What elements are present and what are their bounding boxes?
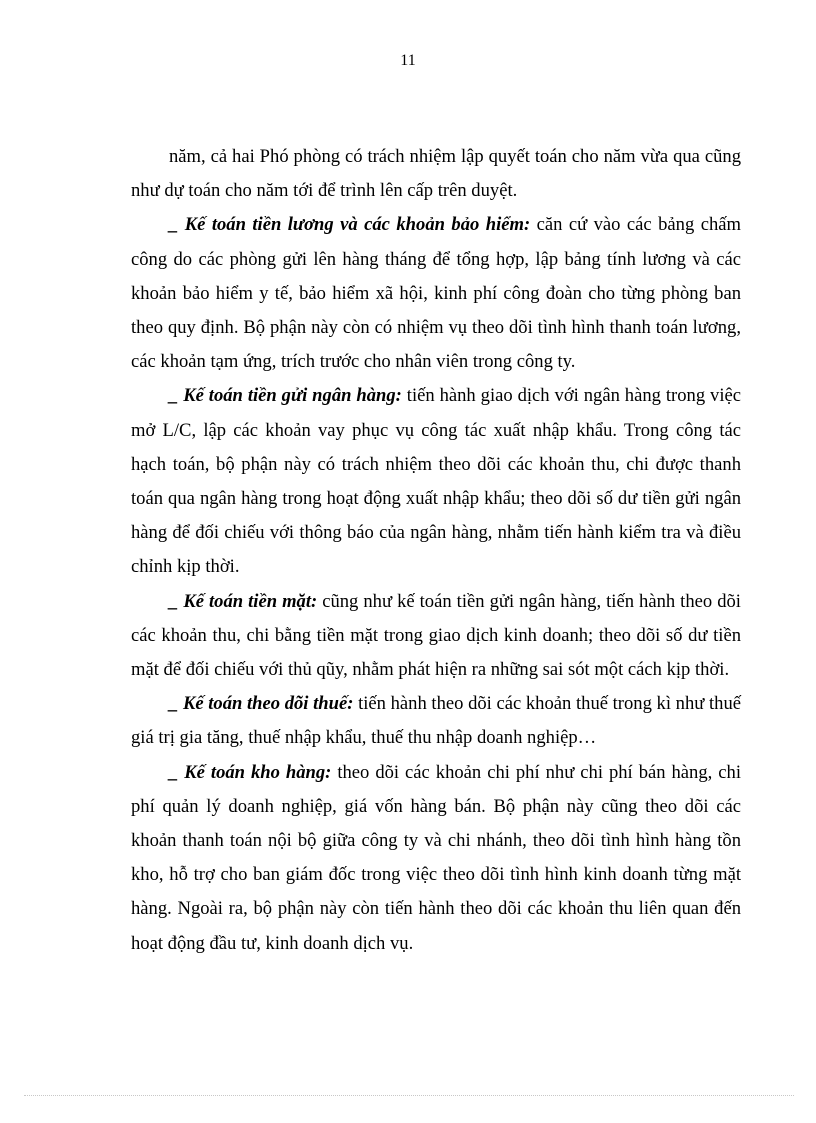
paragraph-text: tiến hành giao dịch với ngân hàng trong việc mở L/C, lập các khoản vay phục vụ công tác xuất nhập khẩu. Trong công tác hạch toán, bộ phận này có trách nhiệm theo dõi các khoản thu, chi được thanh toán qua ngân hàng trong hoạt động xuất nhập khẩu; theo dõi số dư tiền gửi ngân hàng để đối chiếu với thông báo của ngân hàng, nhằm tiến hành kiểm tra và điều chỉnh kịp thời. (131, 385, 742, 578)
section-heading: _ Kế toán tiền lương và các khoản bảo hiểm: (169, 214, 531, 236)
paragraph-warehouse-accounting (131, 756, 741, 961)
section-heading: _ Kế toán theo dõi thuế: (169, 693, 354, 715)
paragraph-text: theo dõi các khoản chi phí như chi phí bán hàng, chi phí quản lý doanh nghiệp, giá vốn hàng bán. Bộ phận này cũng theo dõi các khoản thanh toán nội bộ giữa công ty và chi nhánh, theo dõi tình hình hàng tồn kho, hỗ trợ cho ban giám đốc trong việc theo dõi tình hình kinh doanh từng mặt hàng. Ngoài ra, bộ phận này còn tiến hành theo dõi các khoản thu liên quan đến hoạt động đầu tư, kinh doanh dịch vụ. (131, 761, 741, 954)
paragraph-bank-deposit-accounting (131, 379, 741, 584)
document-body (131, 140, 741, 961)
paragraph-salary-insurance-accounting (131, 208, 741, 379)
section-heading: _ Kế toán tiền gửi ngân hàng: (169, 385, 402, 407)
page-number: 11 (400, 52, 416, 69)
paragraph-text: căn cứ vào các bảng chấm công do các phòng gửi lên hàng tháng để tổng hợp, lập bảng tính lương và các khoản bảo hiểm y tế, bảo hiểm xã hội, kinh phí công đoàn cho từng phòng ban theo quy định. Bộ phận này còn có nhiệm vụ theo dõi tình hình thanh toán lương, các khoản tạm ứng, trích trước cho nhân viên trong công ty. (131, 214, 741, 373)
paragraph-text: tiến hành theo dõi các khoản thuế trong kì như thuế giá trị gia tăng, thuế nhập khẩu, thuế thu nhập doanh nghiệp… (131, 693, 741, 749)
section-heading: _ Kế toán kho hàng: (169, 761, 332, 783)
footer-divider (24, 1095, 794, 1096)
paragraph-text: cũng như kế toán tiền gửi ngân hàng, tiến hành theo dõi các khoản thu, chi bằng tiền mặt trong giao dịch kinh doanh; theo dõi số dư tiền mặt để đối chiếu với thủ qũy, nhằm phát hiện ra những sai sót một cách kịp thời. (131, 590, 741, 681)
paragraph-cash-accounting (131, 585, 741, 688)
paragraph-continuation (131, 140, 741, 208)
paragraph-tax-accounting (131, 687, 741, 755)
section-heading: _ Kế toán tiền mặt: (169, 590, 318, 612)
paragraph-text: năm, cả hai Phó phòng có trách nhiệm lập quyết toán cho năm vừa qua cũng như dự toán cho năm tới để trình lên cấp trên duyệt. (131, 146, 741, 202)
